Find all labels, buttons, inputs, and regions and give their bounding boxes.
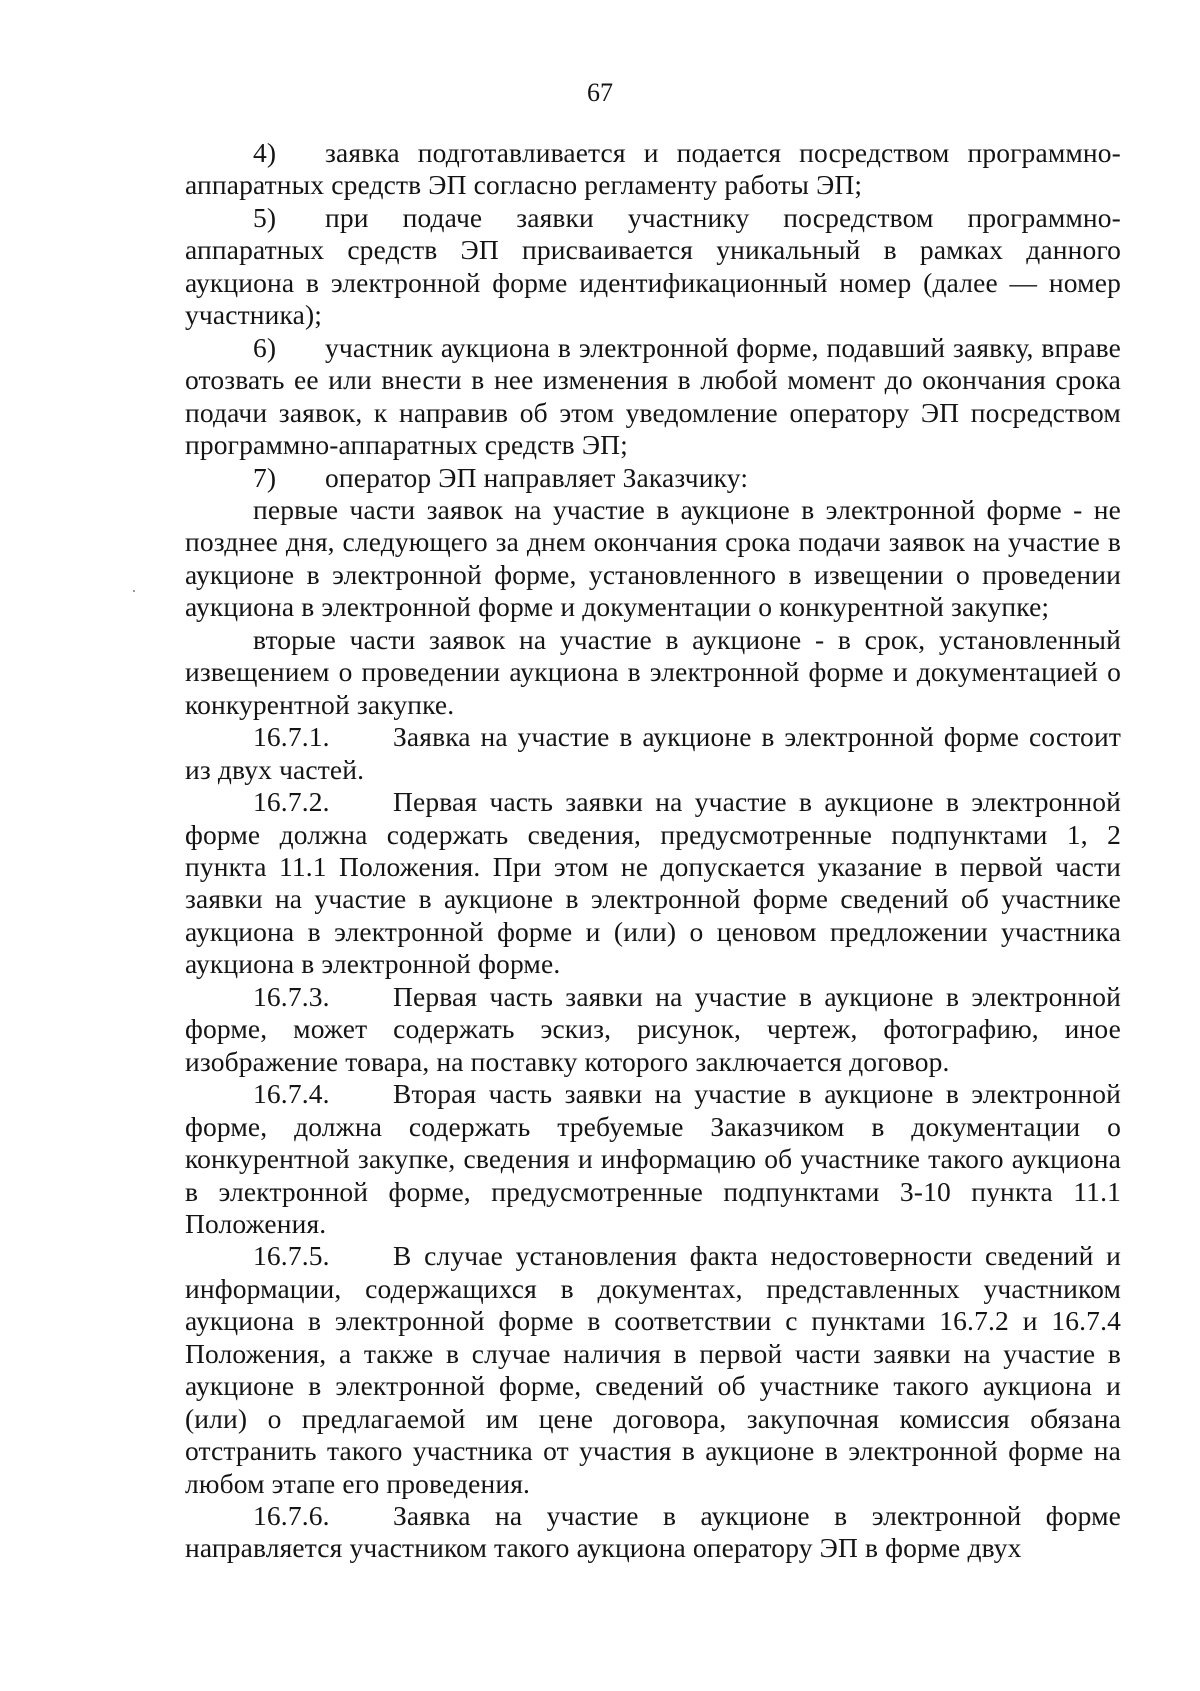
paragraph-text: Заявка на участие в аукционе в электронной форме направляется участником такого аукциона оператору ЭП в форме двух <box>185 1500 1121 1564</box>
paragraph-first-parts <box>185 494 1121 624</box>
scan-artifact-dot <box>133 590 135 592</box>
clause-16-7-1 <box>185 721 1121 786</box>
paragraph-text: Вторая часть заявки на участие в аукционе в электронной форме, должна содержать требуемые Заказчиком в документации о конкурентной закупке, сведения и информацию об участнике такого аукциона в электронной форме, предусмотренные подпунктами 3-10 пункта 11.1 Положения. <box>185 1078 1121 1239</box>
paragraph-text: первые части заявок на участие в аукционе в электронной форме - не позднее дня, следующего за днем окончания срока подачи заявок на участие в аукционе в электронной форме, установленного в извещении о проведении аукциона в электронной форме и документации о конкурентной закупке; <box>185 493 1121 623</box>
clause-16-7-5 <box>185 1240 1121 1500</box>
list-item-7 <box>185 462 1121 494</box>
clause-number: 16.7.1. <box>253 721 330 753</box>
document-body <box>185 137 1121 1565</box>
paragraph-text: Первая часть заявки на участие в аукционе в электронной форме, может содержать эскиз, рисунок, чертеж, фотографию, иное изображение товара, на поставку которого заключается договор. <box>185 980 1121 1077</box>
list-number: 7) <box>253 461 277 493</box>
paragraph-text: Заявка на участие в аукционе в электронной форме состоит из двух частей. <box>185 721 1121 785</box>
list-item-6 <box>185 332 1121 462</box>
paragraph-second-parts <box>185 624 1121 721</box>
clause-number: 16.7.2. <box>253 786 330 818</box>
list-number: 4) <box>253 137 277 168</box>
clause-number: 16.7.6. <box>253 1500 330 1532</box>
clause-16-7-2 <box>185 786 1121 981</box>
clause-16-7-3 <box>185 981 1121 1078</box>
clause-number: 16.7.4. <box>253 1078 330 1110</box>
paragraph-text: В случае установления факта недостоверности сведений и информации, содержащихся в документах, представленных участником аукциона в электронной форме в соответствии с пунктами 16.7.2 и 16.7.4 Положения, а также в случае наличия в первой части заявки на участие в аукционе в электронной форме, сведений об участнике такого аукциона и (или) о предлагаемой им цене договора, закупочная комиссия обязана отстранить такого участника от участия в аукционе в электронной форме на любом этапе его проведения. <box>185 1240 1121 1499</box>
paragraph-text: при подаче заявки участнику посредством программно-аппаратных средств ЭП присваивается уникальный в рамках данного аукциона в электронной форме идентификационный номер (далее — номер участника); <box>185 201 1121 331</box>
clause-number: 16.7.3. <box>253 980 330 1012</box>
paragraph-text: заявка подготавливается и подается посредством программно-аппаратных средств ЭП согласно регламенту работы ЭП; <box>185 137 1121 201</box>
clause-16-7-6 <box>185 1500 1121 1565</box>
paragraph-text: оператор ЭП направляет Заказчику: <box>325 461 749 493</box>
paragraph-text: Первая часть заявки на участие в аукционе в электронной форме должна содержать сведения, предусмотренные подпунктами 1, 2 пункта 11.1 Положения. При этом не допускается указание в первой части заявки на участие в аукционе в электронной форме сведений об участнике аукциона в электронной форме и (или) о ценовом предложении участника аукциона в электронной форме. <box>185 786 1121 980</box>
clause-number: 16.7.5. <box>253 1240 330 1272</box>
page-number: 67 <box>587 78 613 107</box>
paragraph-text: участник аукциона в электронной форме, подавший заявку, вправе отозвать ее или внести в нее изменения в любой момент до окончания срока подачи заявок, к направив об этом уведомление оператору ЭП посредством программно-аппаратных средств ЭП; <box>185 331 1121 461</box>
paragraph-text: вторые части заявок на участие в аукционе - в срок, установленный извещением о проведении аукциона в электронной форме и документацией о конкурентной закупке. <box>185 623 1121 720</box>
list-item-5 <box>185 202 1121 332</box>
clause-16-7-4 <box>185 1078 1121 1240</box>
list-number: 6) <box>253 331 277 363</box>
list-item-4 <box>185 137 1121 202</box>
list-number: 5) <box>253 201 277 233</box>
